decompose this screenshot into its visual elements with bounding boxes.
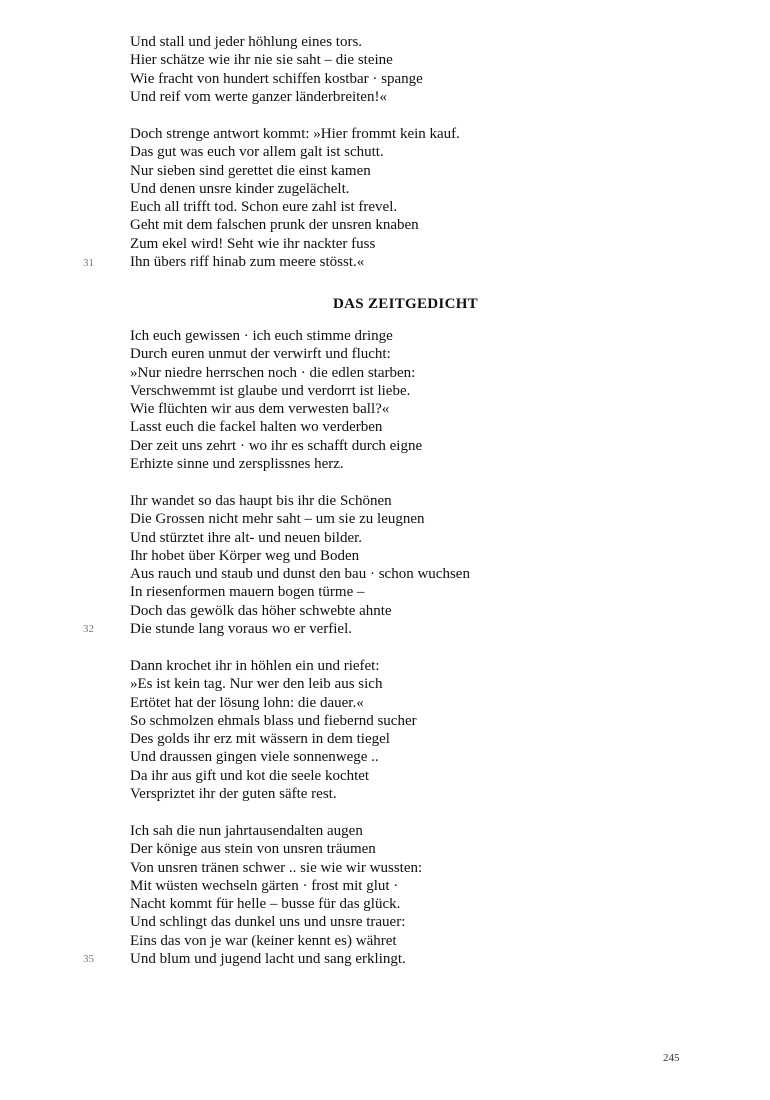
page-number: 245 bbox=[663, 1052, 680, 1064]
verse-line: Geht mit dem falschen prunk der unsren knaben bbox=[130, 217, 419, 234]
verse-line: Und blum und jugend lacht und sang erklingt. bbox=[130, 951, 406, 968]
verse-line: Zum ekel wird! Seht wie ihr nackter fuss bbox=[130, 235, 376, 252]
verse-line: Der zeit uns zehrt · wo ihr es schafft durch eigne bbox=[130, 437, 423, 454]
verse-line: Des golds ihr erz mit wässern in dem tiegel bbox=[130, 731, 390, 748]
verse-line: Ertötet hat der lösung lohn: die dauer.« bbox=[130, 694, 364, 711]
verse-line: Mit wüsten wechseln gärten · frost mit glut · bbox=[130, 877, 399, 894]
verse-line: Lasst euch die fackel halten wo verderben bbox=[130, 419, 383, 436]
verse-line: »Es ist kein tag. Nur wer den leib aus sich bbox=[130, 676, 383, 693]
verse-line: Dann krochet ihr in höhlen ein und riefet: bbox=[130, 658, 380, 674]
verse-line: Hier schätze wie ihr nie sie saht – die steine bbox=[130, 52, 393, 69]
verse-line: Aus rauch und staub und dunst den bau · schon wuchsen bbox=[130, 566, 470, 583]
verse-line: Und stall und jeder höhlung eines tors. bbox=[130, 34, 363, 50]
verse-line: Euch all trifft tod. Schon eure zahl ist frevel. bbox=[130, 199, 398, 216]
verse-line: Das gut was euch vor allem galt ist schutt. bbox=[130, 144, 384, 161]
verse-line: So schmolzen ehmals blass und fiebernd sucher bbox=[130, 712, 417, 729]
verse-line: Ihn übers riff hinab zum meere stösst.« bbox=[130, 254, 365, 271]
stanza-3 bbox=[130, 327, 690, 473]
verse-line: Da ihr aus gift und kot die seele kochtet bbox=[130, 767, 370, 784]
verse-line: Erhizte sinne und zersplissnes herz. bbox=[130, 456, 344, 473]
poem-title: DAS ZEITGEDICHT bbox=[333, 296, 478, 312]
stanza-4 bbox=[130, 492, 690, 638]
verse-line: Ihr wandet so das haupt bis ihr die Schönen bbox=[130, 493, 392, 509]
verse-line: Und stürztet ihre alt- und neuen bilder. bbox=[130, 529, 363, 546]
margin-line-number: 32 bbox=[83, 623, 94, 635]
stanza-5 bbox=[130, 657, 690, 803]
verse-line: Der könige aus stein von unsren träumen bbox=[130, 841, 376, 858]
margin-line-number: 31 bbox=[83, 257, 94, 269]
verse-line: Verschwemmt ist glaube und verdorrt ist liebe. bbox=[130, 382, 411, 399]
verse-line: Und reif vom werte ganzer länderbreiten!« bbox=[130, 88, 387, 105]
verse-line: »Nur niedre herrschen noch · die edlen starben: bbox=[130, 364, 416, 381]
stanza-2 bbox=[130, 125, 690, 271]
verse-line: Die Grossen nicht mehr saht – um sie zu leugnen bbox=[130, 511, 425, 528]
verse-line: Die stunde lang voraus wo er verfiel. bbox=[130, 621, 353, 638]
verse-line: Von unsren tränen schwer .. sie wie wir wussten: bbox=[130, 859, 423, 876]
stanza-1 bbox=[130, 33, 690, 106]
verse-line: Und schlingt das dunkel uns und unsre trauer: bbox=[130, 914, 406, 931]
verse-line: Durch euren unmut der verwirft und flucht: bbox=[130, 346, 391, 363]
stanza-6 bbox=[130, 822, 690, 968]
verse-line: Nacht kommt für helle – busse für das glück. bbox=[130, 896, 401, 913]
verse-line: Wie fracht von hundert schiffen kostbar · spange bbox=[130, 70, 423, 87]
verse-line: Verspriztet ihr der guten säfte rest. bbox=[130, 786, 337, 803]
verse-line: Ich euch gewissen · ich euch stimme dringe bbox=[130, 328, 393, 344]
verse-line: Und draussen gingen viele sonnenwege .. bbox=[130, 749, 379, 766]
verse-line: Ich sah die nun jahrtausendalten augen bbox=[130, 823, 363, 839]
verse-line: Nur sieben sind gerettet die einst kamen bbox=[130, 162, 371, 179]
margin-line-number: 35 bbox=[83, 953, 94, 965]
verse-line: Wie flüchten wir aus dem verwesten ball?« bbox=[130, 401, 390, 418]
verse-line: Eins das von je war (keiner kennt es) währet bbox=[130, 932, 397, 949]
verse-line: Doch das gewölk das höher schwebte ahnte bbox=[130, 602, 392, 619]
verse-line: Und denen unsre kinder zugelächelt. bbox=[130, 180, 350, 197]
verse-line: In riesenformen mauern bogen türme – bbox=[130, 584, 365, 601]
verse-line: Doch strenge antwort kommt: »Hier frommt kein kauf. bbox=[130, 126, 460, 142]
verse-line: Ihr hobet über Körper weg und Boden bbox=[130, 547, 360, 564]
